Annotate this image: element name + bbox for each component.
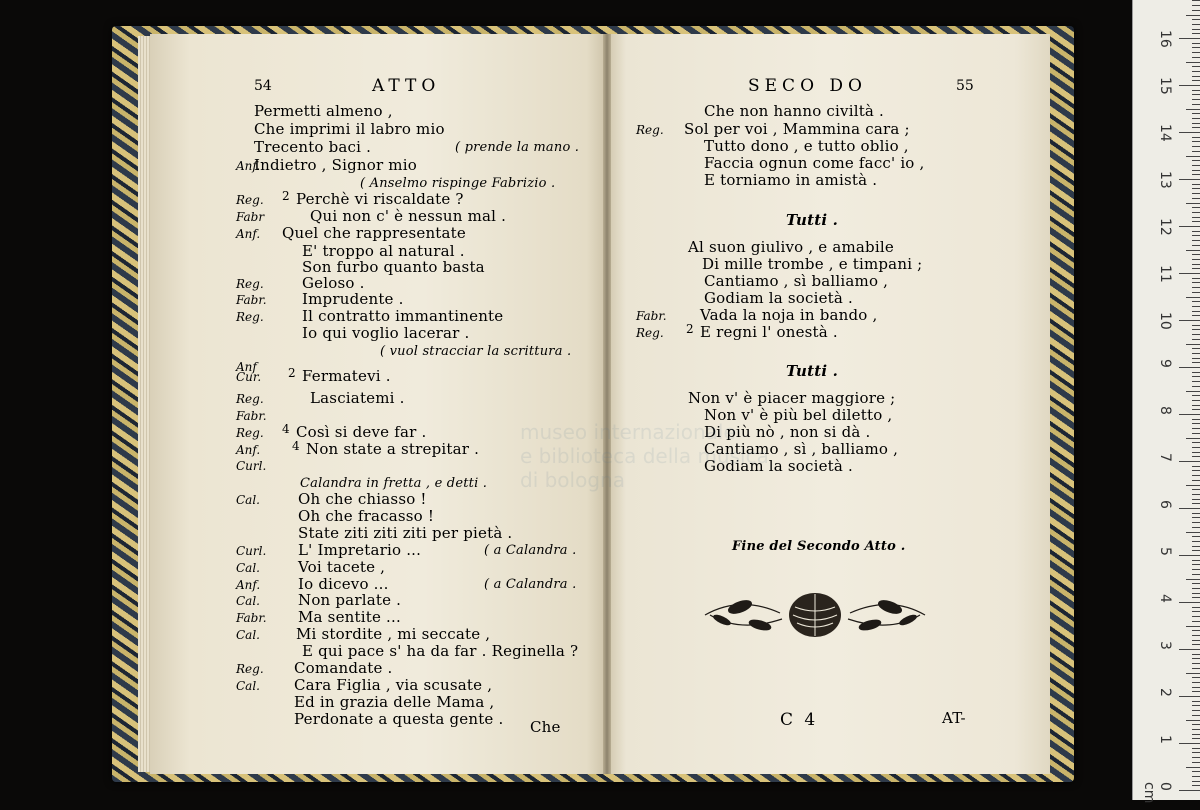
ruler-tick [1192, 550, 1200, 551]
ruler-tick [1192, 541, 1200, 542]
ruler-tick [1186, 438, 1200, 439]
ruler-tick [1179, 179, 1200, 180]
ruler-tick [1192, 621, 1200, 622]
ruler-tick [1192, 513, 1200, 514]
ruler-tick [1192, 207, 1200, 208]
ruler-tick [1192, 217, 1200, 218]
verse-line: Trecento baci . [254, 138, 372, 156]
speaker-label: Fabr. [236, 293, 267, 307]
floral-ornament [700, 585, 930, 645]
ruler-tick [1192, 489, 1200, 490]
act-end-line: Fine del Secondo Atto . [732, 539, 906, 554]
ruler-number: 5 [1157, 547, 1173, 556]
ruler-tick [1192, 588, 1200, 589]
ruler-tick [1192, 306, 1200, 307]
speaker-label: Reg. [236, 277, 264, 291]
speaker-label: Anf. [236, 578, 261, 592]
ruler-number: 16 [1157, 30, 1173, 48]
ruler-tick [1192, 503, 1200, 504]
ruler-tick [1186, 579, 1200, 580]
ruler-tick [1192, 118, 1200, 119]
ruler-tick [1186, 203, 1200, 204]
ruler-tick [1192, 762, 1200, 763]
ruler-tick [1192, 494, 1200, 495]
verse-line: Mi stordite , mi seccate , [296, 625, 491, 643]
verse-line: Cara Figlia , via scusate , [294, 676, 493, 694]
ruler-tick [1192, 90, 1200, 91]
ruler-number: 9 [1157, 359, 1173, 368]
verse-line: E' troppo al natural . [302, 242, 465, 260]
ruler-tick [1192, 428, 1200, 429]
speaker-label: Reg. [236, 426, 264, 440]
ruler-tick [1186, 485, 1200, 486]
ruler-tick [1179, 273, 1200, 274]
ruler-tick [1179, 461, 1200, 462]
ruler-tick [1192, 193, 1200, 194]
verse-line: Comandate . [294, 659, 393, 677]
verse-line: Non parlate . [298, 591, 402, 609]
stage-direction: ( a Calandra . [484, 577, 577, 592]
ruler-tick [1192, 517, 1200, 518]
ruler-tick [1192, 611, 1200, 612]
ruler-tick [1192, 475, 1200, 476]
verse-line: Io dicevo ... [298, 575, 389, 593]
ruler-tick [1192, 353, 1200, 354]
ruler-tick [1192, 701, 1200, 702]
ruler-tick [1179, 38, 1200, 39]
verse-line: Oh che chiasso ! [298, 490, 427, 508]
stage-direction: ( a Calandra . [484, 543, 577, 558]
ruler-tick [1192, 76, 1200, 77]
ruler-tick [1192, 640, 1200, 641]
ruler-tick [1186, 62, 1200, 63]
ruler-tick [1186, 673, 1200, 674]
speaker-label: Anf [236, 360, 257, 374]
ruler-number: 7 [1157, 453, 1173, 462]
ruler-tick [1192, 146, 1200, 147]
speaker-label: Cal. [236, 679, 260, 693]
verse-line: Vada la noja in bando , [700, 306, 878, 324]
ruler-tick [1179, 320, 1200, 321]
ruler-tick [1192, 409, 1200, 410]
ruler-tick [1192, 734, 1200, 735]
ruler-tick [1192, 569, 1200, 570]
ruler-number: 0 cm [1141, 782, 1173, 804]
ruler-tick [1192, 113, 1200, 114]
verse-line: E torniamo in amistà . [704, 171, 878, 189]
ruler-tick [1192, 160, 1200, 161]
ruler-tick [1192, 771, 1200, 772]
speaker-label: Anf. [236, 443, 261, 457]
measurement-ruler [1132, 0, 1200, 804]
bracket-number: 2 [282, 189, 290, 203]
ruler-tick [1192, 10, 1200, 11]
ruler-tick [1192, 560, 1200, 561]
speaker-label: Cal. [236, 561, 260, 575]
ruler-number: 13 [1157, 171, 1173, 189]
verse-line: Cantiamo , sì , balliamo , [704, 440, 899, 458]
verse-line: Di mille trombe , e timpani ; [702, 255, 923, 273]
ruler-number: 1 [1157, 735, 1173, 744]
ruler-tick [1186, 250, 1200, 251]
ruler-tick [1192, 654, 1200, 655]
ruler-tick [1192, 536, 1200, 537]
ruler-tick [1192, 264, 1200, 265]
ruler-tick [1192, 5, 1200, 6]
speaker-label: Reg. [236, 662, 264, 676]
ruler-tick [1192, 574, 1200, 575]
ruler-tick [1179, 602, 1200, 603]
ruler-tick [1179, 132, 1200, 133]
ruler-tick [1192, 724, 1200, 725]
speaker-label: Reg. [636, 123, 664, 137]
ruler-tick [1192, 705, 1200, 706]
ruler-tick [1192, 104, 1200, 105]
speaker-label: Fabr. [236, 611, 267, 625]
ruler-tick [1192, 325, 1200, 326]
ruler-tick [1192, 710, 1200, 711]
ruler-tick [1192, 287, 1200, 288]
ruler-tick [1192, 480, 1200, 481]
ruler-tick [1192, 381, 1200, 382]
left-running-header: ATTO [372, 76, 441, 96]
ruler-tick [1192, 499, 1200, 500]
ruler-tick [1186, 626, 1200, 627]
ruler-tick [1192, 33, 1200, 34]
ruler-tick [1192, 99, 1200, 100]
ruler-tick [1192, 738, 1200, 739]
stage-direction: ( prende la mano . [455, 140, 580, 155]
verse-line: Così si deve far . [296, 423, 427, 441]
signature-mark: C 4 [780, 710, 819, 730]
right-page-number: 55 [956, 78, 974, 94]
ruler-tick [1192, 687, 1200, 688]
ruler-tick [1192, 452, 1200, 453]
verse-line: E qui pace s' ha da far . Reginella ? [302, 642, 579, 660]
speaker-label: Fabr [236, 210, 265, 224]
verse-line: Il contratto immantinente [302, 307, 504, 325]
verse-line: Fermatevi . [302, 367, 391, 385]
ruler-number: 2 [1157, 688, 1173, 697]
ruler-tick [1192, 677, 1200, 678]
verse-line: Indietro , Signor mio [254, 156, 417, 174]
ruler-number: 12 [1157, 218, 1173, 236]
ruler-tick [1192, 231, 1200, 232]
right-running-header: SECO DO [748, 76, 867, 96]
ruler-tick [1192, 644, 1200, 645]
verse-line: Ma sentite ... [298, 608, 401, 626]
ruler-tick [1192, 141, 1200, 142]
ruler-tick [1186, 767, 1200, 768]
speaker-label: Cal. [236, 628, 260, 642]
ruler-tick [1192, 663, 1200, 664]
ruler-tick [1192, 94, 1200, 95]
ruler-number: 3 [1157, 641, 1173, 650]
speaker-label: Reg. [236, 193, 264, 207]
verse-line: Di più nò , non si dà . [704, 423, 871, 441]
right-catchword: AT- [942, 709, 966, 727]
ruler-tick [1192, 19, 1200, 20]
ruler-tick [1192, 29, 1200, 30]
ruler-tick [1192, 395, 1200, 396]
ruler-tick [1192, 776, 1200, 777]
ruler-tick [1192, 221, 1200, 222]
verse-line: Geloso . [302, 274, 365, 292]
ruler-number: 6 [1157, 500, 1173, 509]
ruler-tick [1192, 564, 1200, 565]
ruler-tick [1179, 414, 1200, 415]
ruler-tick [1192, 752, 1200, 753]
ruler-number: 8 [1157, 406, 1173, 415]
speaker-label: Curl. [236, 459, 267, 473]
stage-direction: ( Anselmo rispinge Fabrizio . [360, 176, 556, 191]
stage-direction: ( vuol stracciar la scrittura . [380, 344, 572, 359]
ruler-tick [1192, 362, 1200, 363]
ruler-tick [1179, 85, 1200, 86]
ruler-number: 10 [1157, 312, 1173, 330]
verse-line: Lasciatemi . [310, 389, 405, 407]
verse-line: State ziti ziti ziti per pietà . [298, 524, 513, 542]
speaker-label: Cal. [236, 493, 260, 507]
ruler-tick [1192, 593, 1200, 594]
ruler-tick [1192, 165, 1200, 166]
ruler-tick [1192, 212, 1200, 213]
ruler-tick [1192, 658, 1200, 659]
stage-direction: Calandra in fretta , e detti . [300, 476, 488, 491]
ruler-tick [1192, 235, 1200, 236]
ruler-tick [1192, 757, 1200, 758]
ruler-tick [1192, 292, 1200, 293]
ruler-tick [1192, 188, 1200, 189]
ruler-tick [1192, 71, 1200, 72]
speaker-label: Cal. [236, 594, 260, 608]
ruler-tick [1192, 597, 1200, 598]
ruler-tick [1179, 508, 1200, 509]
left-catchword: Che [530, 718, 561, 736]
verse-line: Che non hanno civiltà . [704, 102, 885, 120]
ruler-tick [1192, 372, 1200, 373]
ruler-tick [1186, 297, 1200, 298]
ruler-tick [1192, 57, 1200, 58]
bracket-number: 4 [282, 422, 290, 436]
ruler-tick [1179, 743, 1200, 744]
ruler-tick [1192, 442, 1200, 443]
ruler-tick [1192, 400, 1200, 401]
ruler-tick [1179, 367, 1200, 368]
book-gutter [603, 34, 611, 774]
ruler-tick [1192, 254, 1200, 255]
ruler-tick [1192, 268, 1200, 269]
ruler-tick [1179, 226, 1200, 227]
ruler-tick [1192, 52, 1200, 53]
ruler-tick [1179, 696, 1200, 697]
ruler-tick [1192, 358, 1200, 359]
ruler-tick [1192, 47, 1200, 48]
ruler-tick [1192, 715, 1200, 716]
ruler-tick [1192, 301, 1200, 302]
verse-line: Godiam la società . [704, 457, 853, 475]
ruler-tick [1192, 522, 1200, 523]
ruler-tick [1192, 348, 1200, 349]
speaker-label: Anf. [236, 159, 261, 173]
speaker-label: Fabr. [636, 309, 667, 323]
ruler-tick [1192, 80, 1200, 81]
ruler-tick [1192, 170, 1200, 171]
verse-line: Al suon giulivo , e amabile [688, 238, 894, 256]
ruler-tick [1192, 470, 1200, 471]
speaker-label: Reg. [236, 310, 264, 324]
ruler-number: 4 [1157, 594, 1173, 603]
ruler-tick [1192, 546, 1200, 547]
verse-line: Voi tacete , [298, 558, 386, 576]
library-stamp: museo internazionale e biblioteca della musica di bologna [520, 420, 769, 492]
verse-line: L' Impretario ... [298, 541, 422, 559]
left-page-number: 54 [254, 78, 272, 94]
ruler-tick [1192, 527, 1200, 528]
ruler-tick [1186, 344, 1200, 345]
ruler-tick [1192, 137, 1200, 138]
ruler-tick [1192, 66, 1200, 67]
verse-line: Non v' è più bel diletto , [704, 406, 893, 424]
ruler-tick [1186, 532, 1200, 533]
bracket-number: 2 [686, 322, 694, 336]
verse-line: Perchè vi riscaldate ? [296, 190, 464, 208]
ruler-tick [1186, 109, 1200, 110]
verse-line: Qui non c' è nessun mal . [310, 207, 507, 225]
ruler-tick [1192, 282, 1200, 283]
ruler-tick [1192, 616, 1200, 617]
speaker-label: Reg. [636, 326, 664, 340]
ruler-tick [1192, 123, 1200, 124]
speaker-label: Fabr. [236, 409, 267, 423]
ruler-tick [1179, 790, 1200, 791]
ruler-tick [1192, 278, 1200, 279]
verse-line: Io qui voglio lacerar . [302, 324, 470, 342]
ruler-tick [1192, 376, 1200, 377]
ruler-tick [1192, 447, 1200, 448]
ruler-tick [1192, 339, 1200, 340]
verse-line: Cantiamo , sì balliamo , [704, 272, 889, 290]
ruler-tick [1192, 151, 1200, 152]
ruler-tick [1192, 433, 1200, 434]
ruler-tick [1192, 245, 1200, 246]
ruler-tick [1186, 156, 1200, 157]
ruler-tick [1192, 311, 1200, 312]
speaker-label: Reg. [236, 392, 264, 406]
ruler-tick [1192, 174, 1200, 175]
verse-line: Oh che fracasso ! [298, 507, 435, 525]
ruler-tick [1192, 24, 1200, 25]
ruler-tick [1192, 419, 1200, 420]
verse-line: Sol per voi , Mammina cara ; [684, 120, 910, 138]
ruler-tick [1192, 607, 1200, 608]
ruler-tick [1186, 391, 1200, 392]
verse-line: Perdonate a questa gente . [294, 710, 504, 728]
bracket-number: 2 [288, 366, 296, 380]
ruler-tick [1192, 456, 1200, 457]
ruler-tick [1186, 720, 1200, 721]
speaker-label: Curl. [236, 544, 267, 558]
verse-line: Non v' è piacer maggiore ; [688, 389, 896, 407]
ruler-tick [1192, 781, 1200, 782]
speaker-label: Cur. [236, 370, 262, 384]
ruler-tick [1192, 466, 1200, 467]
ruler-tick [1192, 635, 1200, 636]
tutti-label-1: Tutti . [786, 211, 839, 229]
ruler-tick [1192, 329, 1200, 330]
ruler-tick [1192, 43, 1200, 44]
ruler-tick [1192, 198, 1200, 199]
bracket-number: 4 [292, 439, 300, 453]
verse-line: Son furbo quanto basta [302, 258, 485, 276]
ruler-tick [1192, 386, 1200, 387]
ruler-tick [1192, 785, 1200, 786]
verse-line: Godiam la società . [704, 289, 853, 307]
ruler-tick [1192, 240, 1200, 241]
verse-line: Imprudente . [302, 290, 404, 308]
ruler-tick [1192, 405, 1200, 406]
verse-line: Tutto dono , e tutto oblio , [704, 137, 909, 155]
ruler-number: 15 [1157, 77, 1173, 95]
ruler-tick [1192, 423, 1200, 424]
tutti-label-2: Tutti . [786, 362, 839, 380]
verse-line: Quel che rappresentate [282, 224, 466, 242]
ruler-tick [1192, 729, 1200, 730]
ruler-number: 11 [1157, 265, 1173, 283]
verse-line: E regni l' onestà . [700, 323, 838, 341]
ruler-tick [1192, 334, 1200, 335]
ruler-tick [1179, 555, 1200, 556]
verse-line: Faccia ognun come facc' io , [704, 154, 925, 172]
ruler-tick [1192, 583, 1200, 584]
ruler-tick [1192, 315, 1200, 316]
verse-line: Ed in grazia delle Mama , [294, 693, 495, 711]
ruler-tick [1192, 0, 1200, 1]
ruler-tick [1192, 630, 1200, 631]
ruler-tick [1192, 691, 1200, 692]
speaker-label: Anf. [236, 227, 261, 241]
ruler-tick [1192, 668, 1200, 669]
ruler-tick [1192, 184, 1200, 185]
ruler-tick [1192, 127, 1200, 128]
ruler-tick [1192, 748, 1200, 749]
ruler-tick [1179, 649, 1200, 650]
verse-line: Permetti almeno , [254, 102, 393, 120]
ruler-tick [1186, 15, 1200, 16]
ruler-tick [1192, 682, 1200, 683]
ruler-number: 14 [1157, 124, 1173, 142]
verse-line: Che imprimi il labro mio [254, 120, 445, 138]
ruler-tick [1192, 259, 1200, 260]
verse-line: Non state a strepitar . [306, 440, 480, 458]
